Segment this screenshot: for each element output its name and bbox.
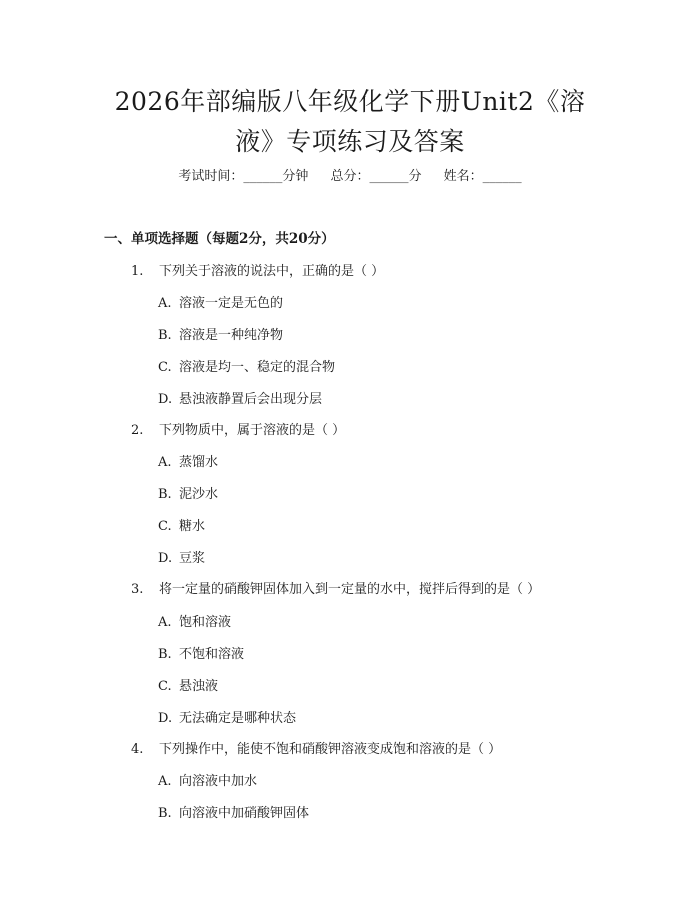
option-letter: A. [158,774,172,789]
document-title [90,82,610,162]
question-number: 3. [131,582,144,597]
option [158,517,205,537]
option-text: 饱和溶液 [179,615,232,630]
option-letter: C. [158,360,172,375]
option [158,709,296,729]
question-text: 下列操作中，能使不饱和硝酸钾溶液变成饱和溶液的是（ ） [159,742,502,757]
option [158,358,335,378]
option-text: 不饱和溶液 [179,647,245,662]
option-letter: B. [158,487,172,502]
option-letter: B. [158,647,172,662]
option-letter: D. [158,711,173,726]
question-number: 4. [131,742,144,757]
question [131,421,345,441]
option-letter: A. [158,615,172,630]
option [158,549,205,569]
section-heading: 一、单项选择题（每题2分，共20分） [104,231,335,247]
option [158,804,309,824]
option-letter: D. [158,392,173,407]
option-text: 泥沙水 [179,487,219,502]
option [158,677,218,697]
option-letter: D. [158,551,173,566]
option [158,294,283,314]
question-text: 下列物质中，属于溶液的是（ ） [159,423,346,438]
option [158,326,283,346]
option-text: 向溶液中加水 [179,774,258,789]
option-letter: B. [158,806,172,821]
option-letter: C. [158,679,172,694]
exam-score: 总分：______分 [330,169,422,184]
option [158,485,218,505]
option-letter: C. [158,519,172,534]
option [158,772,257,792]
option-text: 糖水 [179,519,206,534]
option-letter: B. [158,328,172,343]
option-text: 溶液是均一、稳定的混合物 [179,360,336,375]
option-letter: A. [158,296,172,311]
exam-info-row [0,167,700,187]
exam-name: 姓名：______ [443,169,522,184]
option-text: 溶液一定是无色的 [179,296,284,311]
option [158,645,244,665]
question [131,262,384,282]
title-line-1: 2026年部编版八年级化学下册Unit2《溶 [114,87,586,116]
option-text: 悬浊液静置后会出现分层 [179,392,323,407]
question-text: 将一定量的硝酸钾固体加入到一定量的水中，搅拌后得到的是（ ） [159,582,541,597]
title-line-2: 液》专项练习及答案 [235,127,465,156]
option [158,390,322,410]
question-number: 1. [131,264,144,279]
exam-time: 考试时间：______分钟 [178,169,309,184]
question-text: 下列关于溶液的说法中，正确的是（ ） [159,264,385,279]
question [131,580,540,600]
option-text: 无法确定是哪种状态 [179,711,297,726]
option-text: 向溶液中加硝酸钾固体 [179,806,310,821]
option-text: 溶液是一种纯净物 [179,328,284,343]
option-text: 豆浆 [179,551,206,566]
option-text: 蒸馏水 [179,455,219,470]
option-text: 悬浊液 [179,679,219,694]
question [131,740,501,760]
option-letter: A. [158,455,172,470]
question-number: 2. [131,423,144,438]
option [158,613,231,633]
option [158,453,218,473]
